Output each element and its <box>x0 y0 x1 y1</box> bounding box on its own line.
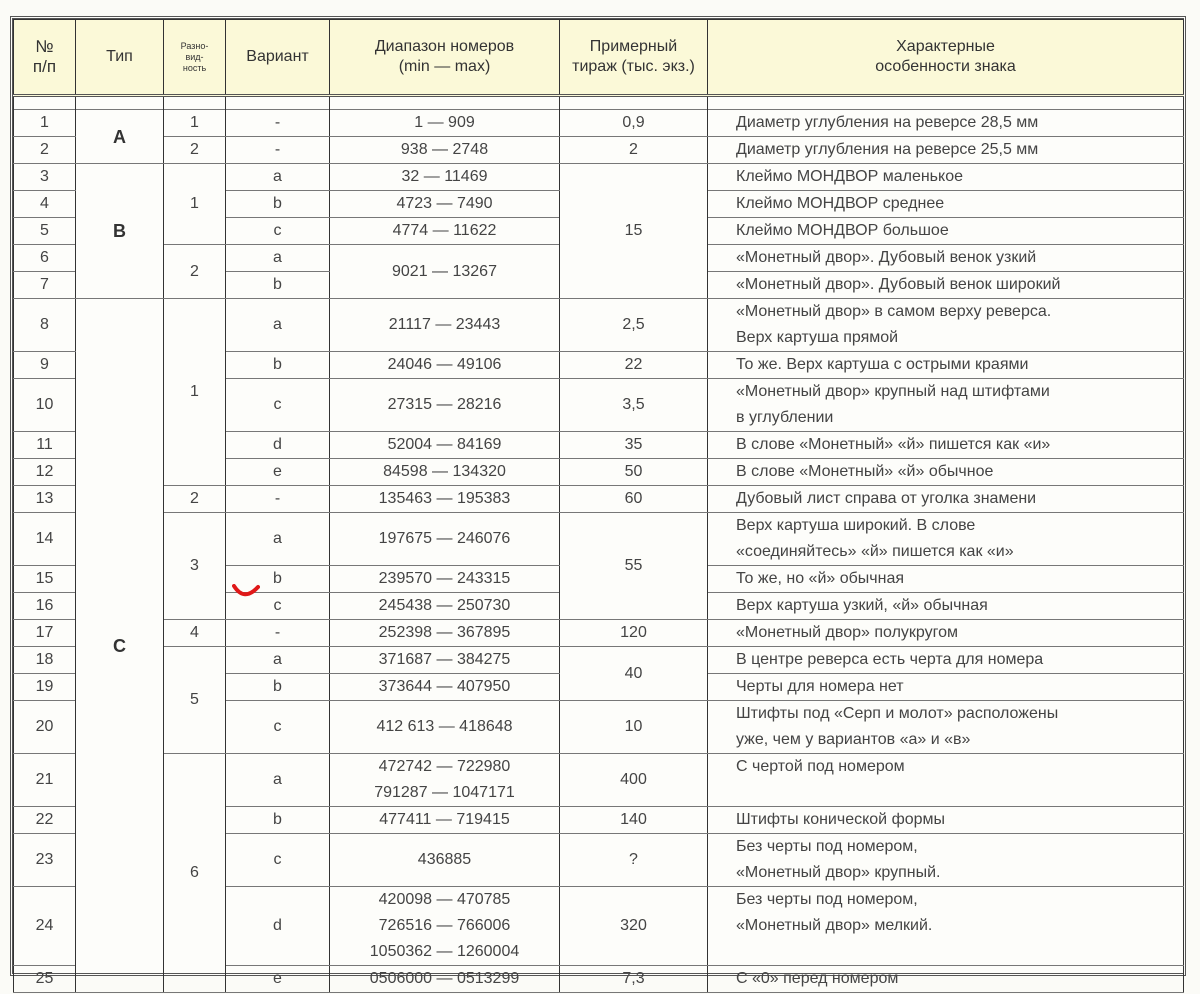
circulation-cell: 0,9 <box>560 110 708 137</box>
number-range-cell <box>330 459 560 486</box>
number-range-cell <box>330 218 560 245</box>
number-range-line: 52004 — 84169 <box>387 436 502 453</box>
number-range-cell <box>330 887 560 966</box>
features-cell <box>708 593 1184 620</box>
table-row <box>14 137 1184 164</box>
circulation-cell: 7,3 <box>560 966 708 993</box>
circulation-cell: 120 <box>560 620 708 647</box>
spacer-cell <box>76 96 164 110</box>
features-line: «соединяйтесь» «й» пишется как «и» <box>736 543 1014 560</box>
features-cell <box>708 191 1184 218</box>
number-range-cell <box>330 513 560 566</box>
number-range-line: 9021 — 13267 <box>392 262 497 280</box>
row-number: 7 <box>14 272 76 299</box>
features-line: уже, чем у вариантов «а» и «в» <box>736 731 971 748</box>
variant-cell: b <box>226 807 330 834</box>
variant-cell: c <box>226 593 330 620</box>
features-cell <box>708 887 1184 966</box>
number-range-line: 135463 — 195383 <box>378 490 511 507</box>
features-cell <box>708 245 1184 272</box>
subtype-cell: 4 <box>164 620 226 647</box>
number-range-cell <box>330 379 560 432</box>
number-range-cell <box>330 834 560 887</box>
variant-cell: a <box>226 164 330 191</box>
row-number: 22 <box>14 807 76 834</box>
header-features-line: особенности знака <box>875 58 1016 75</box>
number-range-cell <box>330 137 560 164</box>
variant-cell: - <box>226 137 330 164</box>
number-range-line: 27315 — 28216 <box>387 396 502 413</box>
features-line: Клеймо МОНДВОР маленькое <box>736 168 963 185</box>
circulation-cell: 60 <box>560 486 708 513</box>
number-range-cell <box>330 352 560 379</box>
features-line: Без черты под номером, <box>736 891 918 908</box>
features-cell <box>708 272 1184 299</box>
number-range-cell <box>330 191 560 218</box>
number-range-line: 84598 — 134320 <box>383 463 506 480</box>
row-number: 8 <box>14 299 76 352</box>
variant-cell: d <box>226 432 330 459</box>
number-range-cell <box>330 754 560 807</box>
number-range-cell <box>330 966 560 993</box>
subtype-cell: 1 <box>164 299 226 486</box>
row-number: 11 <box>14 432 76 459</box>
number-range-line: 436885 <box>417 851 472 868</box>
header-range-line: (min — max) <box>398 58 491 75</box>
type-cell: В <box>76 164 164 299</box>
number-range-line: 477411 — 719415 <box>379 811 510 828</box>
number-range-cell <box>330 432 560 459</box>
number-range-line: 239570 — 243315 <box>378 570 511 587</box>
number-range-cell <box>330 807 560 834</box>
header-variant: Вариант <box>226 20 330 96</box>
table-row <box>14 754 1184 807</box>
table-row <box>14 110 1184 137</box>
number-range-line: 371687 — 384275 <box>378 651 511 668</box>
subtype-cell: 5 <box>164 647 226 754</box>
header-number-line: № <box>35 37 54 56</box>
features-line: «Монетный двор» в самом верху реверса. <box>736 303 1052 320</box>
spacer-cell <box>708 96 1184 110</box>
number-range-line: 4774 — 11622 <box>392 222 497 239</box>
number-range-line: 1 — 909 <box>414 114 475 131</box>
row-number: 5 <box>14 218 76 245</box>
features-cell <box>708 834 1184 887</box>
features-line: Черты для номера нет <box>736 678 904 695</box>
features-cell <box>708 110 1184 137</box>
features-line: «Монетный двор» полукругом <box>736 624 958 641</box>
header-range-line: Диапазон номеров <box>374 38 515 55</box>
table-row <box>14 513 1184 566</box>
features-cell <box>708 620 1184 647</box>
header-number-line: п/п <box>32 57 57 76</box>
number-range-line: 1050362 — 1260004 <box>369 943 520 960</box>
row-number: 9 <box>14 352 76 379</box>
table-body <box>14 96 1184 993</box>
features-line: Верх картуша прямой <box>736 329 899 346</box>
variant-cell: - <box>226 620 330 647</box>
features-line: «Монетный двор» мелкий. <box>736 917 933 934</box>
table-row <box>14 486 1184 513</box>
features-line: «Монетный двор» крупный над штифтами <box>736 383 1050 400</box>
header-circulation-line: тираж (тыс. экз.) <box>572 58 695 75</box>
variant-cell: c <box>226 218 330 245</box>
table-frame <box>10 16 1186 987</box>
row-number: 23 <box>14 834 76 887</box>
variant-cell: b <box>226 566 330 593</box>
circulation-cell: 35 <box>560 432 708 459</box>
variant-cell: b <box>226 191 330 218</box>
number-range-line: 373644 — 407950 <box>378 678 511 695</box>
features-cell <box>708 218 1184 245</box>
table-row <box>14 647 1184 674</box>
number-range-line: 245438 — 250730 <box>378 597 511 614</box>
variant-cell: b <box>226 674 330 701</box>
number-range-cell <box>330 593 560 620</box>
table-row <box>14 164 1184 191</box>
features-cell <box>708 164 1184 191</box>
row-number: 25 <box>14 966 76 993</box>
subtype-cell: 1 <box>164 110 226 137</box>
variant-cell: e <box>226 966 330 993</box>
spacer-row <box>14 96 1184 110</box>
features-line: Клеймо МОНДВОР среднее <box>736 195 945 212</box>
circulation-cell: 55 <box>560 513 708 620</box>
features-cell <box>708 352 1184 379</box>
features-line: Диаметр углубления на реверсе 25,5 мм <box>736 141 1039 158</box>
variant-cell: b <box>226 272 330 299</box>
features-line: В слове «Монетный» «й» пишется как «и» <box>736 436 1051 453</box>
subtype-cell: 2 <box>164 486 226 513</box>
row-number: 19 <box>14 674 76 701</box>
header-subtype-line: ность <box>182 62 207 73</box>
features-line: Дубовый лист справа от уголка знамени <box>736 490 1037 507</box>
subtype-cell: 1 <box>164 164 226 245</box>
variant-cell: a <box>226 754 330 807</box>
circulation-cell: 140 <box>560 807 708 834</box>
subtype-cell: 6 <box>164 754 226 993</box>
subtype-cell: 2 <box>164 245 226 299</box>
circulation-cell: ? <box>560 834 708 887</box>
number-range-line: 726516 — 766006 <box>378 917 511 934</box>
features-cell <box>708 807 1184 834</box>
header-subtype-line: Разно- <box>180 40 209 51</box>
features-line: «Монетный двор» крупный. <box>736 864 941 881</box>
circulation-cell: 10 <box>560 701 708 754</box>
number-range-line: 0506000 — 0513299 <box>369 970 520 987</box>
number-range-line: 791287 — 1047171 <box>374 784 515 801</box>
number-range-line: 938 — 2748 <box>400 141 489 158</box>
variant-cell: c <box>226 701 330 754</box>
row-number: 20 <box>14 701 76 754</box>
number-range-cell <box>330 566 560 593</box>
circulation-cell: 40 <box>560 647 708 701</box>
features-cell <box>708 701 1184 754</box>
number-range-cell <box>330 674 560 701</box>
number-range-line: 21117 — 23443 <box>388 316 501 333</box>
row-number: 10 <box>14 379 76 432</box>
spacer-cell <box>164 96 226 110</box>
number-range-cell <box>330 245 560 299</box>
number-range-cell <box>330 164 560 191</box>
table-row <box>14 620 1184 647</box>
number-range-cell <box>330 620 560 647</box>
features-line: Верх картуша широкий. В слове <box>736 517 976 534</box>
spacer-cell <box>330 96 560 110</box>
row-number: 1 <box>14 110 76 137</box>
type-cell: С <box>76 299 164 993</box>
circulation-cell: 50 <box>560 459 708 486</box>
number-range-cell <box>330 647 560 674</box>
header-range <box>330 20 560 96</box>
circulation-cell: 2,5 <box>560 299 708 352</box>
header-number <box>14 20 76 96</box>
number-range-line: 412 613 — 418648 <box>376 718 513 735</box>
features-line: Штифты под «Серп и молот» расположены <box>736 705 1059 722</box>
features-line: Диаметр углубления на реверсе 28,5 мм <box>736 114 1039 131</box>
features-cell <box>708 647 1184 674</box>
features-line: С чертой под номером <box>736 758 905 775</box>
variant-cell: c <box>226 379 330 432</box>
header-type: Тип <box>76 20 164 96</box>
row-number: 13 <box>14 486 76 513</box>
circulation-cell: 2 <box>560 137 708 164</box>
features-cell <box>708 459 1184 486</box>
features-line: С «0» перед номером <box>736 970 899 987</box>
features-line <box>736 939 1183 965</box>
features-line: Клеймо МОНДВОР большое <box>736 222 949 239</box>
row-number: 24 <box>14 887 76 966</box>
number-range-line: 4723 — 7490 <box>396 195 493 212</box>
number-range-cell <box>330 486 560 513</box>
table-row <box>14 299 1184 352</box>
features-line: в углублении <box>736 409 834 426</box>
variant-cell: b <box>226 352 330 379</box>
row-number: 15 <box>14 566 76 593</box>
features-line: «Монетный двор». Дубовый венок широкий <box>736 276 1061 293</box>
features-cell <box>708 674 1184 701</box>
features-line: То же, но «й» обычная <box>736 570 905 587</box>
header-features <box>708 20 1184 96</box>
row-number: 12 <box>14 459 76 486</box>
variant-cell: a <box>226 513 330 566</box>
features-line: «Монетный двор». Дубовый венок узкий <box>736 249 1037 266</box>
variant-cell: a <box>226 245 330 272</box>
features-cell <box>708 486 1184 513</box>
features-line: Без черты под номером, <box>736 838 918 855</box>
row-number: 21 <box>14 754 76 807</box>
row-number: 18 <box>14 647 76 674</box>
spacer-cell <box>226 96 330 110</box>
subtype-cell: 3 <box>164 513 226 620</box>
circulation-cell: 400 <box>560 754 708 807</box>
variant-cell: - <box>226 486 330 513</box>
spacer-cell <box>14 96 76 110</box>
features-line: В слове «Монетный» «й» обычное <box>736 463 994 480</box>
number-range-line: 420098 — 470785 <box>378 891 511 908</box>
features-cell <box>708 432 1184 459</box>
variant-cell: c <box>226 834 330 887</box>
number-range-line: 472742 — 722980 <box>378 758 511 775</box>
subtype-cell: 2 <box>164 137 226 164</box>
number-range-cell <box>330 110 560 137</box>
features-cell <box>708 513 1184 566</box>
features-cell <box>708 299 1184 352</box>
row-number: 6 <box>14 245 76 272</box>
number-range-line: 24046 — 49106 <box>387 356 502 373</box>
variant-cell: a <box>226 299 330 352</box>
features-line: Верх картуша узкий, «й» обычная <box>736 597 988 614</box>
circulation-cell: 22 <box>560 352 708 379</box>
row-number: 17 <box>14 620 76 647</box>
variant-cell: a <box>226 647 330 674</box>
features-cell <box>708 137 1184 164</box>
number-range-line: 197675 — 246076 <box>378 530 511 547</box>
badge-variants-table <box>13 19 1184 993</box>
row-number: 3 <box>14 164 76 191</box>
row-number: 16 <box>14 593 76 620</box>
variant-cell: - <box>226 110 330 137</box>
header-subtype-line: вид- <box>185 51 204 62</box>
header-circulation <box>560 20 708 96</box>
circulation-cell: 3,5 <box>560 379 708 432</box>
features-line: То же. Верх картуша с острыми краями <box>736 356 1029 373</box>
number-range-line: 252398 — 367895 <box>378 624 511 641</box>
variant-cell: e <box>226 459 330 486</box>
variant-cell: d <box>226 887 330 966</box>
number-range-line: 32 — 11469 <box>401 168 488 185</box>
row-number: 4 <box>14 191 76 218</box>
features-line <box>736 780 1183 806</box>
number-range-cell <box>330 701 560 754</box>
circulation-cell: 15 <box>560 164 708 299</box>
row-number: 2 <box>14 137 76 164</box>
features-cell <box>708 379 1184 432</box>
header-row <box>14 20 1184 96</box>
spacer-cell <box>560 96 708 110</box>
circulation-cell: 320 <box>560 887 708 966</box>
header-subtype <box>164 20 226 96</box>
features-line: В центре реверса есть черта для номера <box>736 651 1044 668</box>
features-cell <box>708 966 1184 993</box>
header-features-line: Характерные <box>896 38 995 55</box>
number-range-cell <box>330 299 560 352</box>
features-cell <box>708 566 1184 593</box>
row-number: 14 <box>14 513 76 566</box>
type-cell: А <box>76 110 164 164</box>
header-circulation-line: Примерный <box>589 38 678 55</box>
features-cell <box>708 754 1184 807</box>
features-line: Штифты конической формы <box>736 811 946 828</box>
